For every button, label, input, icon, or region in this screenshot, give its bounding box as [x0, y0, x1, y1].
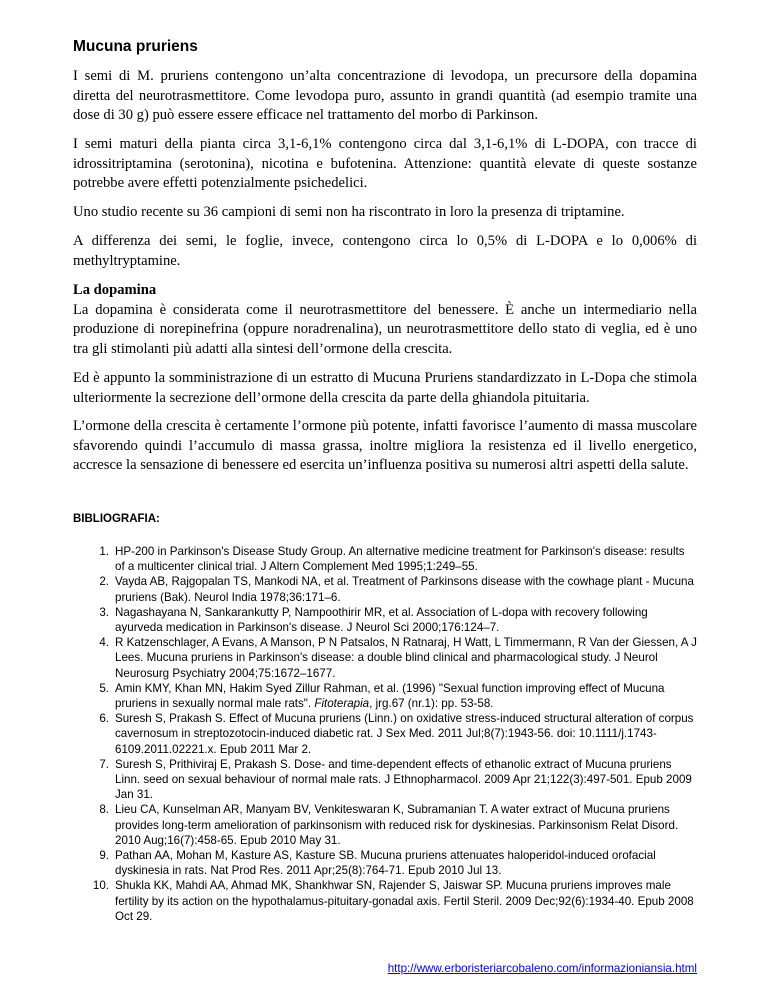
paragraph-extract: Ed è appunto la somministrazione di un estratto di Mucuna Pruriens standardizzato in L-Dopa che stimola ulteriormente la secrezione dell’ormone della crescita da parte della ghiandola pituitaria. — [73, 370, 697, 406]
reference-item: 3. Nagashayana N, Sankarankutty P, Nampoothirir MR, et al. Association of L-dopa with recovery following ayurveda medication in Parkinson's disease. J Neurol Sci 2000;176:124–7. — [99, 605, 648, 635]
reference-item: 7. Suresh S, Prithiviraj E, Prakash S. Dose- and time-dependent effects of ethanolic extract of Mucuna pruriens Linn. seed on sexual behaviour of normal male rats. J Ethnopharmacol. 2009 Apr 21;122(3):497-501. Epub 2009 Jan 31. — [99, 757, 692, 802]
paragraph-leaves: A differenza dei semi, le foglie, invece, contengono circa lo 0,5% di L-DOPA e lo 0,006% di methyltryptamine. — [73, 233, 697, 269]
reference-item: 4. R Katzenschlager, A Evans, A Manson, P N Patsalos, N Ratnaraj, H Watt, L Timmermann, R Van der Giessen, A J Lees. Mucuna pruriens in Parkinson's disease: a double blind clinical and pharmacological study. J Neurol Neurosurg Psychiatry 2004;75:1672–1677. — [99, 636, 697, 680]
reference-item: 6. Suresh S, Prakash S. Effect of Mucuna pruriens (Linn.) on oxidative stress-induced structural alteration of corpus cavernosum in streptozotocin-induced diabetic rat. J Sex Med. 2011 Jul;8(7):1943-56. doi: 10.1111/j.1743-6109.2011.02221.x. Epub 2011 Mar 2. — [99, 712, 694, 756]
section-dopamina — [73, 281, 697, 359]
reference-item: 9. Pathan AA, Mohan M, Kasture AS, Kasture SB. Mucuna pruriens attenuates haloperidol-induced orofacial dyskinesia in rats. Nat Prod Res. 2011 Apr;25(8):764-71. Epub 2010 Jul 13. — [99, 849, 656, 878]
source-link[interactable]: http://www.erboristeriarcobaleno.com/informazioniansia.html — [387, 962, 697, 975]
paragraph-study: Uno studio recente su 36 campioni di semi non ha riscontrato in loro la presenza di triptamine. — [73, 204, 625, 220]
bibliography-title: BIBLIOGRAFIA: — [73, 513, 160, 525]
reference-item: 5. Amin KMY, Khan MN, Hakim Syed Zillur Rahman, et al. (1996) "Sexual function improving effect of Mucuna pruriens in sexually normal male rats". Fitoterapia, jrg.67 (nr.1): pp. 53-58. — [99, 681, 665, 711]
section-heading-dopamina: La dopamina — [73, 282, 157, 298]
document-title: Mucuna pruriens — [73, 38, 198, 55]
reference-list — [73, 544, 697, 924]
paragraph-seeds: I semi maturi della pianta circa 3,1-6,1% contengono circa dal 3,1-6,1% di L-DOPA, con tracce di idrossitriptamina (serotonina), nicotina e bufotenina. Attenzione: quantità elevate di queste sostanze potrebbe avere effetti potenzialmente psichedelici. — [73, 136, 697, 191]
paragraph-dopamina: La dopamina è considerata come il neurotrasmettitore del benessere. È anche un intermediario nella produzione di norepinefrina (oppure noradrenalina), un neurotrasmettitore dello stato di veglia, ed è uno tra gli stimolanti più adatti alla sintesi dell’ormone della crescita. — [73, 301, 697, 357]
reference-item: 1. HP-200 in Parkinson's Disease Study Group. An alternative medicine treatment for Parkinson's disease: results of a multicenter clinical trial. J Altern Complement Med 1995;1:249–55. — [99, 545, 685, 574]
journal-title: Fitoterapia — [314, 697, 370, 711]
reference-item: 2. Vayda AB, Rajgopalan TS, Mankodi NA, et al. Treatment of Parkinsons disease with the cowhage plant - Mucuna pruriens (Bak). Neurol India 1978;36:171–6. — [99, 575, 694, 604]
reference-item: 10. Shukla KK, Mahdi AA, Ahmad MK, Shankhwar SN, Rajender S, Jaiswar SP. Mucuna pruriens improves male fertility by its action on the hypothalamus-pituitary-gonadal axis. Fertil Steril. 2009 Dec;92(6):1934-40. Epub 2008 Oct 29. — [92, 879, 694, 923]
reference-item: 8. Lieu CA, Kunselman AR, Manyam BV, Venkiteswaran K, Subramanian T. A water extract of Mucuna pruriens provides long-term amelioration of parkinsonism with reduced risk for dyskinesias. Parkinsonism Relat Disord. 2010 Aug;16(7):458-65. Epub 2010 May 31. — [99, 803, 679, 847]
paragraph-levodopa: I semi di M. pruriens contengono un’alta concentrazione di levodopa, un precursore della dopamina diretta del neurotrasmettitore. Come levodopa puro, assunto in grandi quantità (ad esempio tramite una dose di 30 g) può essere essere efficace nel trattamento del morbo di Parkinson. — [73, 68, 697, 123]
paragraph-growth-hormone: L’ormone della crescita è certamente l’ormone più potente, infatti favorisce l’aumento di massa muscolare sfavorendo quindi l’accumulo di massa grassa, inoltre migliora la resistenza ed il livello energetico, accresce la sensazione di benessere ed esercita un’influenza positiva su numerosi altri aspetti della salute. — [73, 418, 697, 473]
